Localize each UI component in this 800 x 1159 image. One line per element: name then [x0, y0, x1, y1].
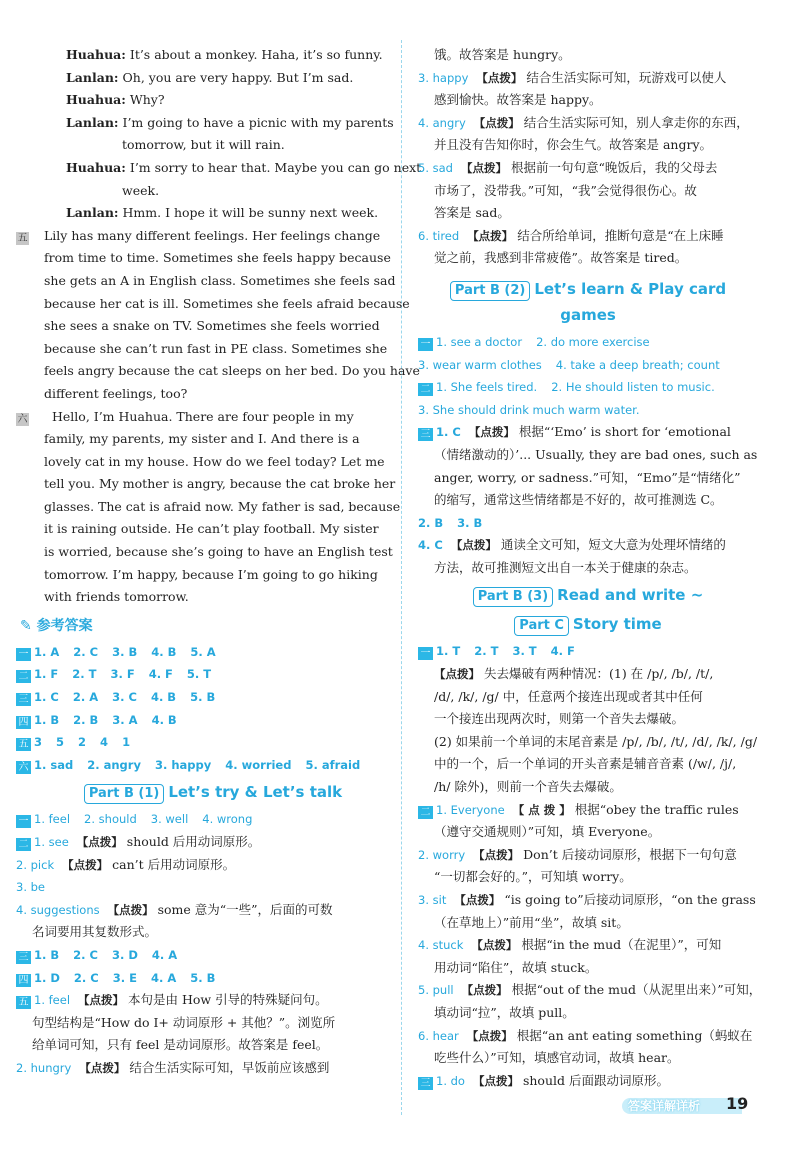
text-line [418, 421, 758, 444]
answer-item: 1. B [34, 712, 60, 727]
answer-item: 3. F [110, 667, 135, 682]
text-line: 吃些什么）”可知，填感官动词，故填 hear。 [434, 1050, 680, 1066]
text-line [418, 1070, 758, 1093]
answer-item: 2. C [73, 970, 99, 985]
text-line [16, 641, 382, 664]
text-line: tomorrow. I’m happy, because I’m going to go hiking [44, 566, 378, 582]
text-span: Part C [514, 616, 569, 636]
tip-label: 【点拨】 [467, 228, 514, 243]
text-span: Huahua: [66, 159, 126, 175]
text-span: Hmm. I hope it will be sunny next week. [122, 205, 379, 221]
text-span: 结合生活实际可知，早饭前应该感到 [129, 1059, 330, 1075]
answer-item: 3. happy [418, 70, 469, 85]
answer-item: 1. D [34, 970, 60, 985]
answer-item: 4. suggestions [16, 902, 100, 917]
text-line: different feelings, too? [44, 385, 188, 401]
text-line: family, my parents, my sister and I. And there is a [44, 431, 360, 447]
text-span: can’t 后用动词原形。 [112, 856, 236, 872]
answer-item: 2. A [72, 690, 99, 705]
tip-label: 【点拨】 [454, 893, 501, 907]
text-line: because she can’t run fast in PE class. Sometimes she [44, 340, 388, 356]
section-badge: 三 [16, 951, 31, 964]
text-span: Part B (1) [84, 784, 164, 804]
section-badge: 一 [16, 815, 31, 828]
answer-item: 2. C [73, 947, 98, 962]
dialogue-line [44, 89, 382, 112]
answer-item: 4. A [151, 947, 178, 962]
text-line [16, 225, 382, 248]
text-span: I’m going to have a picnic with my parents [122, 114, 394, 130]
dialogue-line: week. [122, 182, 160, 198]
text-line [418, 376, 758, 399]
answer-item: 3. well [150, 812, 189, 827]
text-span: It’s about a monkey. Haha, it’s so funny. [129, 47, 383, 62]
text-line [418, 112, 758, 135]
answer-item: 6. hear [418, 1028, 459, 1043]
answer-item: 3. wear warm clothes [418, 357, 542, 372]
text-line [16, 967, 382, 990]
text-line: 答案是 sad。 [434, 205, 510, 221]
section-header-part-b1 [44, 779, 382, 805]
answer-item: 3 [34, 735, 43, 750]
section-header-part-c [418, 611, 758, 637]
text-span: 结合所给单词，推断句意是“在上床睡 [517, 227, 724, 243]
answer-item: 1. feel [34, 993, 71, 1008]
text-line: 名词要用其复数形式。 [32, 924, 158, 940]
answer-item: 4. A [150, 970, 177, 985]
text-line: 并且没有告知你时，你会生气。故答案是 angry。 [434, 137, 713, 153]
text-line: 用动词“陷住”，故填 stuck。 [434, 959, 598, 975]
text-span: some 意为“一些”，后面的可数 [157, 901, 333, 917]
tip-label: 【点拨】 [79, 1060, 126, 1075]
answer-item: 2. T [72, 667, 97, 682]
text-span: 根据“obey the traffic rules [574, 801, 739, 817]
answer-item: 4. C [418, 538, 443, 553]
section-badge: 五 [17, 232, 28, 244]
answer-item: 2. hungry [16, 1060, 72, 1075]
answer-item: 4. angry [418, 115, 466, 130]
answer-item: 2 [78, 735, 87, 750]
right-column [418, 44, 762, 1092]
section-badge: 一 [418, 647, 433, 660]
text-line: 给单词可知，只有 feel 是动词原形。故答案是 feel。 [32, 1037, 329, 1053]
answer-item: 1. sad [34, 757, 74, 772]
left-column [16, 44, 422, 1080]
text-line [16, 1057, 382, 1080]
passage-five [17, 225, 420, 406]
part-b1-answers [16, 808, 382, 1079]
tip-label: 【点拨】 [473, 847, 520, 862]
text-line: （在草地上）”前用“坐”，故填 sit。 [434, 914, 629, 930]
text-line: 觉之前，我感到非常疲倦”。故答案是 tired。 [434, 250, 688, 266]
answer-item: 3. happy [154, 757, 212, 772]
text-line [16, 754, 382, 777]
answer-item: 6. tired [418, 228, 460, 243]
dialogue-line [44, 44, 382, 67]
answer-item: 1. B [34, 947, 60, 962]
section-badge: 三 [16, 693, 31, 706]
text-line [418, 157, 758, 180]
text-line [418, 276, 758, 302]
answer-item: 1. feel [34, 812, 71, 827]
tip-label: 【点拨】 [450, 538, 497, 553]
answer-item: 4. worried [225, 757, 292, 772]
answers-list [16, 641, 382, 777]
text-line: from time to time. Sometimes she feels happy because [44, 250, 391, 266]
tip-label: 【点拨】 [76, 835, 123, 849]
text-line [418, 979, 762, 1002]
answer-item: 4. F [148, 667, 173, 682]
answer-item: 1. do [436, 1073, 465, 1088]
text-span: Lanlan: [66, 205, 119, 221]
answer-item: 5. T [186, 667, 212, 682]
text-span: Let’s try & Let’s talk [168, 783, 343, 802]
text-line [418, 67, 758, 90]
text-line [418, 512, 758, 535]
text-span: Lanlan: [66, 69, 119, 85]
text-span: Story time [572, 615, 662, 634]
answer-item: 2. C [73, 644, 99, 659]
text-line: “一切都会好的。”，可知填 worry。 [434, 869, 632, 885]
answer-item: 4. take a deep breath; count [555, 357, 720, 372]
answer-item: 2. do more exercise [536, 334, 650, 349]
text-span: Don’t 后接动词原形，根据下一句句意 [523, 846, 737, 862]
text-span: Part B (2) [450, 281, 530, 301]
text-line [16, 808, 382, 831]
text-line: 的缩写，通常这些情绪都是不好的，故可推测选 C。 [434, 492, 723, 508]
dialogue-line [44, 202, 382, 225]
text-line: it is raining outside. He can’t play football. My sister [44, 521, 379, 537]
answer-item: 3. A [112, 712, 138, 727]
answer-item: 1. T [436, 644, 461, 659]
text-span: I’m sorry to hear that. Maybe you can go next [129, 159, 422, 175]
section-badge: 四 [16, 974, 31, 987]
text-span: Huahua: [66, 92, 126, 108]
text-line: feels angry because the cat sleeps on her bed. Do you have [44, 363, 420, 379]
text-span: 结合生活实际可知，别人拿走你的东西， [523, 114, 749, 130]
text-line [418, 1025, 758, 1048]
text-line: /d/, /k/, /g/ 中，任意两个接连出现或者其中任何 [434, 688, 703, 704]
text-line: 填动词“拉”，故填 pull。 [434, 1004, 575, 1020]
text-line [16, 731, 382, 754]
answer-item: 5. sad [418, 160, 453, 175]
text-line [418, 934, 758, 957]
answer-item: 4. B [151, 644, 177, 659]
tip-label: 【点拨】 [472, 1073, 519, 1088]
tip-label: 【 点 拨 】 [512, 802, 571, 817]
answer-item: 5. B [190, 970, 216, 985]
tip-label: 【点拨】 [466, 1028, 513, 1043]
text-line [418, 889, 758, 912]
dialogue-line [44, 157, 422, 180]
section-badge: 二 [418, 806, 433, 819]
answer-item: 5. B [190, 690, 216, 705]
answer-item: 3. E [112, 970, 137, 985]
answer-item: 2. B [418, 515, 444, 530]
section-badge: 二 [418, 383, 433, 396]
text-line [418, 331, 758, 354]
text-line [418, 354, 758, 377]
text-line [418, 399, 758, 422]
answer-item: 1 [122, 735, 131, 750]
text-line: lovely cat in my house. How do we feel today? Let me [44, 453, 385, 469]
footer-text: 答案详解详析 [628, 1099, 701, 1113]
text-line: anger, worry, or sadness.”可知，“Emo”是“情绪化” [434, 469, 741, 485]
answer-item: 3. be [16, 880, 46, 895]
answer-item: 1. see [34, 835, 69, 849]
tip-label: 【点拨】 [468, 425, 515, 440]
text-line [16, 406, 382, 429]
text-line [418, 663, 758, 686]
section-badge: 四 [16, 716, 31, 729]
answer-item: 5. A [190, 644, 216, 659]
text-span: 根据“an ant eating something（蚂蚁在 [516, 1027, 753, 1043]
text-span: Oh, you are very happy. But I’m sad. [122, 69, 354, 85]
answer-item: 4. B [151, 712, 177, 727]
text-span: Let’s learn & Play card [534, 279, 727, 298]
text-span: 结合生活实际可知，玩游戏可以使人 [526, 69, 727, 85]
answer-item: 1. Everyone [436, 802, 505, 817]
text-line: 饿。故答案是 hungry。 [434, 47, 571, 62]
section-badge: 二 [16, 670, 31, 683]
answers-title [20, 613, 382, 639]
text-line: 方法，故可推测短文出自一本关于健康的杂志。 [434, 559, 697, 575]
answer-item: 3. D [111, 947, 138, 962]
answer-item: 5. pull [418, 983, 454, 998]
text-span: should 后用动词原形。 [126, 834, 261, 849]
answer-item: 3. She should drink much warm water. [418, 402, 640, 417]
text-span: Read and write ~ [557, 586, 704, 605]
page-number: 19 [726, 1094, 749, 1113]
text-line [16, 876, 382, 899]
text-span: Lanlan: [66, 114, 119, 130]
text-line: tell you. My mother is angry, because the cat broke her [44, 476, 396, 492]
text-span: Hello, I’m Huahua. There are four people in my [52, 408, 354, 424]
text-span: should 后面跟动词原形。 [522, 1072, 669, 1088]
text-line [418, 844, 758, 867]
answer-item: 1. see a doctor [436, 334, 523, 349]
section-badge: 二 [16, 838, 31, 851]
text-span: 通读全文可知，短文大意为处理坏情绪的 [500, 537, 726, 553]
text-span: 根据“‘Emo’ is short for ‘emotional [518, 424, 731, 440]
answer-item: 2. B [73, 712, 99, 727]
text-line: she gets an A in English class. Sometimes she feels sad [44, 272, 396, 288]
answer-item: 2. angry [87, 757, 141, 772]
text-line [16, 831, 382, 854]
dialogue-line: tomorrow, but it will rain. [122, 137, 285, 153]
text-span: Lily has many different feelings. Her feelings change [44, 227, 381, 243]
answer-item: 2. He should listen to music. [551, 380, 715, 395]
text-line [418, 640, 758, 663]
section-badge: 五 [16, 738, 31, 751]
text-line [418, 534, 758, 557]
text-line: she sees a snake on TV. Sometimes she feels worried [44, 318, 380, 334]
text-span: 根据“in the mud（在泥里）”，可知 [521, 937, 722, 953]
text-line: 句型结构是“How do I+ 动词原形 + 其他？”。浏览所 [32, 1014, 336, 1030]
answer-item: 3. C [112, 690, 137, 705]
answer-item: 1. A [34, 644, 60, 659]
text-line: with friends tomorrow. [44, 589, 189, 605]
section-header-part-b2 [418, 276, 758, 328]
text-line: 中的一个，后一个单词的开头音素是辅音音素 (/w/, /j/, [434, 756, 737, 772]
tip-label: 【点拨】 [473, 115, 520, 130]
pen-icon: ✎ [20, 617, 32, 634]
dialogue-line [44, 67, 382, 90]
tip-label: 【点拨】 [107, 902, 154, 917]
section-badge: 三 [418, 1077, 433, 1090]
tip-label: 【点拨】 [62, 857, 109, 872]
text-line [16, 686, 382, 709]
text-span: Part B (3) [473, 587, 553, 607]
answer-item: 5 [56, 735, 65, 750]
text-span: 参考答案 [36, 617, 93, 634]
text-line [16, 899, 382, 922]
tip-label: 【点拨】 [78, 993, 125, 1008]
answer-item: 2. should [84, 812, 137, 827]
text-line [16, 989, 382, 1012]
answer-item: 4. stuck [418, 938, 464, 953]
text-line [16, 663, 382, 686]
answer-item: 1. C [436, 425, 461, 440]
text-span: Huahua: [66, 47, 126, 62]
text-line: 市场了，没带我。”可知，“我”会觉得很伤心。故 [434, 182, 697, 198]
answer-item: 3. sit [418, 893, 447, 907]
section-badge: 三 [418, 428, 433, 441]
text-line [418, 225, 758, 248]
text-span: “is going to”后接动词原形，“on the grass [504, 892, 756, 907]
answer-item: 3. B [112, 644, 138, 659]
text-line [16, 709, 382, 732]
tip-label: 【点拨】 [460, 160, 507, 175]
answer-item: 1. F [34, 667, 59, 682]
passage-six [17, 406, 401, 609]
text-line: 一个接连出现两次时，则第一个音失去爆破。 [434, 711, 685, 727]
answer-item: 3. B [457, 515, 483, 530]
dialogue-line [44, 112, 394, 135]
text-line: (2) 如果前一个单词的末尾音素是 /p/, /b/, /t/, /d/, /k/, /g/ [434, 733, 758, 749]
section-badge: 六 [16, 761, 31, 774]
text-line [16, 944, 382, 967]
section-badge: 六 [17, 413, 28, 425]
column-divider [401, 40, 402, 1115]
text-span: 根据“out of the mud（从泥里出来）”可知， [511, 982, 762, 998]
answer-item: 2. T [474, 644, 499, 659]
text-span: Why? [129, 92, 165, 108]
text-span: 根据前一句句意“晚饭后，我的父母去 [510, 159, 718, 175]
answer-item: 3. T [512, 644, 537, 659]
text-line: games [560, 305, 616, 324]
section-badge: 一 [16, 648, 31, 661]
section-header-part-b3 [418, 582, 758, 608]
answer-item: 1. She feels tired. [436, 380, 538, 395]
tip-label: 【点拨】 [461, 983, 508, 998]
text-line: （情绪激动的）’... Usually, they are bad ones, such as [434, 446, 758, 462]
page-footer [622, 1094, 772, 1116]
answer-item: 4. wrong [202, 812, 253, 827]
text-line: glasses. The cat is afraid now. My father is sad, because [44, 498, 401, 514]
tip-label: 【点拨】 [434, 667, 480, 682]
answer-item: 4. F [550, 644, 575, 659]
text-line: （遵守交通规则）”可知，填 Everyone。 [434, 824, 661, 840]
text-span: 本句是由 How 引导的特殊疑问句。 [128, 992, 328, 1008]
answer-item: 2. pick [16, 857, 55, 872]
answer-item: 4. B [150, 690, 177, 705]
tip-label: 【点拨】 [476, 70, 523, 85]
answer-item: 5. afraid [305, 757, 361, 772]
text-span: 失去爆破有两种情况：(1) 在 /p/, /b/, /t/, [484, 666, 714, 682]
tip-label: 【点拨】 [471, 938, 518, 953]
section-badge: 五 [16, 996, 31, 1009]
answer-item: 4 [100, 735, 109, 750]
text-line: because her cat is ill. Sometimes she feels afraid because [44, 295, 410, 311]
text-line: is worried, because she’s going to have an English test [44, 544, 393, 560]
section-badge: 一 [418, 338, 433, 351]
text-line: 感到愉快。故答案是 happy。 [434, 92, 602, 108]
text-line [418, 799, 758, 822]
answer-item: 2. worry [418, 847, 466, 862]
answer-item: 1. C [34, 690, 59, 705]
text-line [16, 854, 382, 877]
text-line: /h/ 除外)，则前一个音失去爆破。 [434, 779, 622, 795]
